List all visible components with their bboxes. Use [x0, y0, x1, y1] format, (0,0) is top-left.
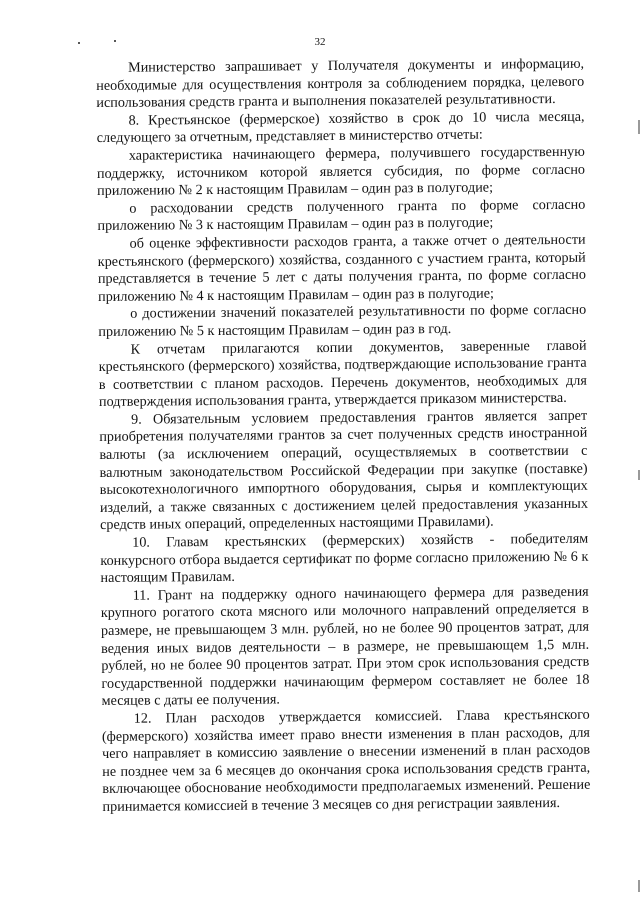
paragraph-report-expenditure: о расходовании средств полученного гранта по форме согласно приложению № 3 к настоящим Правилам – один раз в полугодие;: [97, 196, 586, 235]
paragraph-11-grant-size: 11. Грант на поддержку одного начинающего фермера для разведения крупного рогатого скота мясного или молочного направлений определяется в размере, не превышающем 3 млн. рублей, но не более 90 процентов затрат, для ведения иных видов деятельности – в размере, не превышающем 1,5 млн. рублей, но не более 90 процентов затрат. При этом срок использования средств государственной поддержки начинающим фермером составляет не более 18 месяцев с даты ее получения.: [100, 583, 590, 710]
paragraph-8-reports: 8. Крестьянское (фермерское) хозяйство в срок до 10 числа месяца, следующего за отчетным, представляет в министерство отчеты:: [96, 108, 585, 147]
paragraph-report-attachments: К отчетам прилагаются копии документов, заверенные главой крестьянского (фермерского) хозяйства, подтверждающие использование гранта в соответствии с планом расходов. Перечень документов, необходимых для подтверждения использования гранта, утверждается приказом министерства.: [98, 337, 587, 411]
paragraph-9-currency-ban: 9. Обязательным условием предоставления грантов является запрет приобретения получателями грантов за счет полученных средств иностранной валюты (за исключением операций, осуществляемых в соответствии с валютным законодательством Российской Федерации при закупке (поставке) высокотехнологичного импортного оборудования, сырья и комплектующих изделий, а также связанных с достижением целей предоставления указанных средств иных операций, определенных настоящими Правилами).: [99, 407, 588, 534]
paragraph-ministry-request: Министерство запрашивает у Получателя документы и информацию, необходимые для осуществления контроля за соблюдением порядка, целевого использования средств гранта и выполнения показателей результативности.: [96, 55, 585, 112]
page-number: 32: [314, 36, 326, 48]
document-body: [96, 56, 591, 817]
paragraph-report-efficiency: об оценке эффективности расходов гранта, а также отчет о деятельности крестьянского (фермерского) хозяйства, созданного с участием гранта, который представляется в течение 5 лет с даты получения гранта, по форме согласно приложению № 4 к настоящим Правилам – один раз в полугодие;: [97, 231, 586, 305]
paragraph-12-expense-plan: 12. План расходов утверждается комиссией. Глава крестьянского (фермерского) хозяйства имеет право внести изменения в план расходов, для чего направляет в комиссию заявление о внесении изменений в план расходов не позднее чем за 6 месяцев до окончания срока использования средств гранта, включающее обоснование необходимости предполагаемых изменений. Решение принимается комиссией в течение 3 месяцев со дня регистрации заявления.: [101, 706, 591, 815]
paragraph-report-indicators: о достижении значений показателей результативности по форме согласно приложению № 5 к настоящим Правилам – один раз в год.: [98, 302, 587, 340]
paragraph-report-farmer-characteristic: характеристика начинающего фермера, получившего государственную поддержку, источником которой является субсидия, по форме согласно приложению № 2 к настоящим Правилам – один раз в полугодие;: [96, 143, 586, 200]
paragraph-10-certificate: 10. Главам крестьянских (фермерских) хозяйств - победителям конкурсного отбора выдается сертификат по форме согласно приложению № 6 к настоящим Правилам.: [100, 530, 589, 587]
